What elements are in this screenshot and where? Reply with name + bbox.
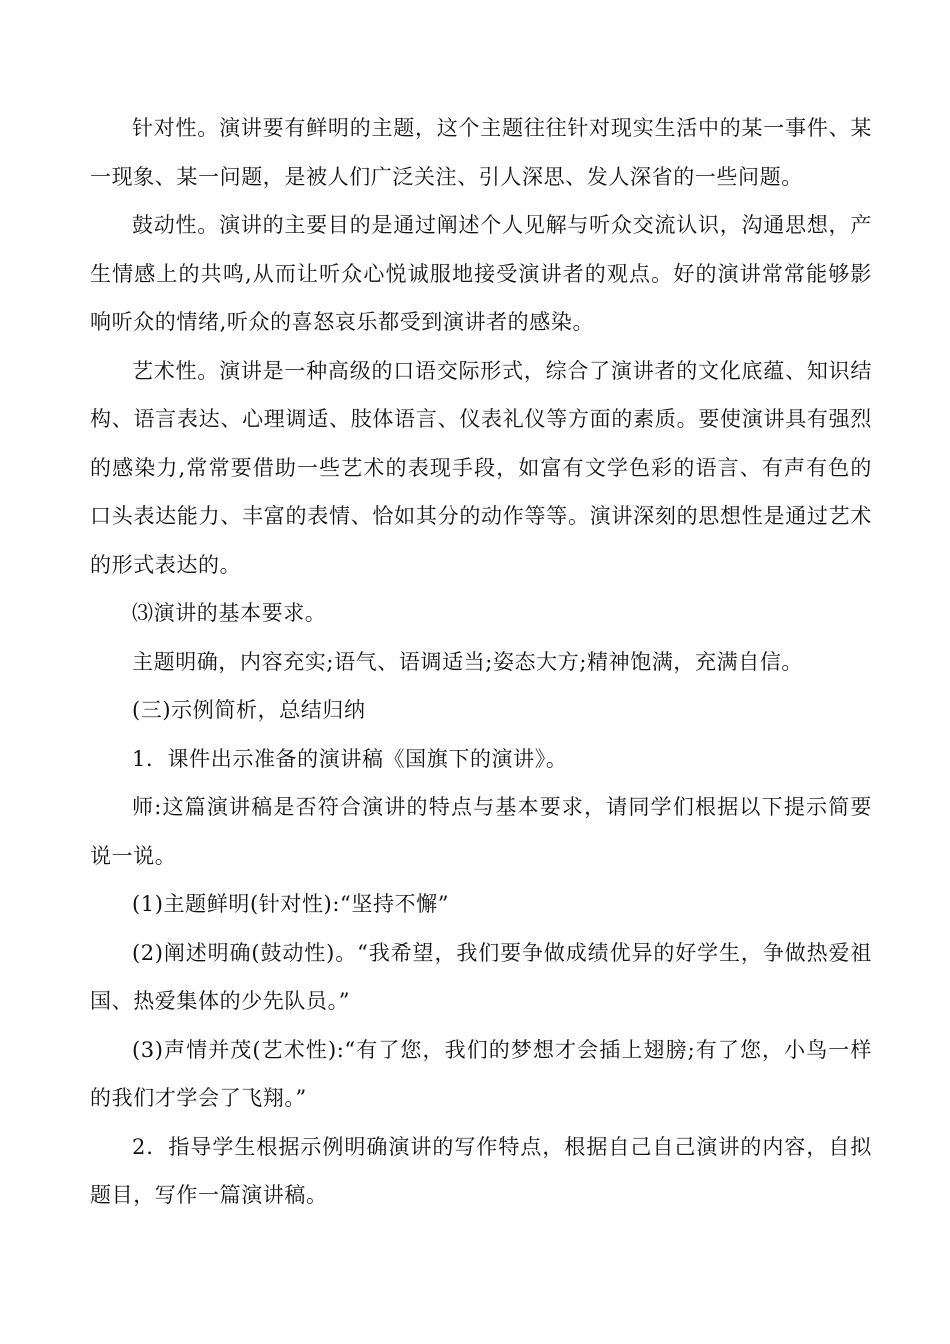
paragraph-item-2: 2．指导学生根据示例明确演讲的写作特点，根据自己自己演讲的内容，自拟题目，写作一篇演讲稿。 (90, 1134, 872, 1207)
section-heading-example-analysis: (三)示例简析，总结归纳 (132, 698, 366, 722)
paragraph-agitation: 鼓动性。演讲的主要目的是通过阐述个人见解与听众交流认识，沟通思想，产生情感上的共鸣,从而让听众心悦诚服地接受演讲者的观点。好的演讲常常能够影响听众的情绪,听众的喜怒哀乐都受到演讲者的感染。 (90, 213, 872, 334)
paragraph-hint-1: (1)主题鲜明(针对性):“坚持不懈” (132, 892, 450, 916)
paragraph-basic-requirements-heading: ⑶演讲的基本要求。 (132, 601, 327, 625)
paragraph-hint-3: (3)声情并茂(艺术性):“有了您，我们的梦想才会插上翅膀;有了您，小鸟一样的我们才学会了飞翔。” (90, 1037, 872, 1110)
paragraph-hint-2: (2)阐述明确(鼓动性)。“我希望，我们要争做成绩优异的好学生，争做热爱祖国、热爱集体的少先队员。” (90, 940, 872, 1013)
document-body (90, 104, 872, 1220)
paragraph-basic-requirements: 主题明确，内容充实;语气、语调适当;姿态大方;精神饱满，充满自信。 (132, 649, 804, 674)
paragraph-item-1: 1．课件出示准备的演讲稿《国旗下的演讲》。 (132, 746, 568, 771)
paragraph-artistry: 艺术性。演讲是一种高级的口语交际形式，综合了演讲者的文化底蕴、知识结构、语言表达、心理调适、肢体语言、仪表礼仪等方面的素质。要使演讲具有强烈的感染力,常常要借助一些艺术的表现手段，如富有文学色彩的语言、有声有色的口头表达能力、丰富的表情、恰如其分的动作等等。演讲深刻的思想性是通过艺术的形式表达的。 (90, 358, 872, 577)
paragraph-targeting: 针对性。演讲要有鲜明的主题，这个主题往往针对现实生活中的某一事件、某一现象、某一问题，是被人们广泛关注、引人深思、发人深省的一些问题。 (90, 116, 872, 189)
paragraph-teacher-prompt: 师:这篇演讲稿是否符合演讲的特点与基本要求，请同学们根据以下提示简要说一说。 (90, 795, 872, 868)
